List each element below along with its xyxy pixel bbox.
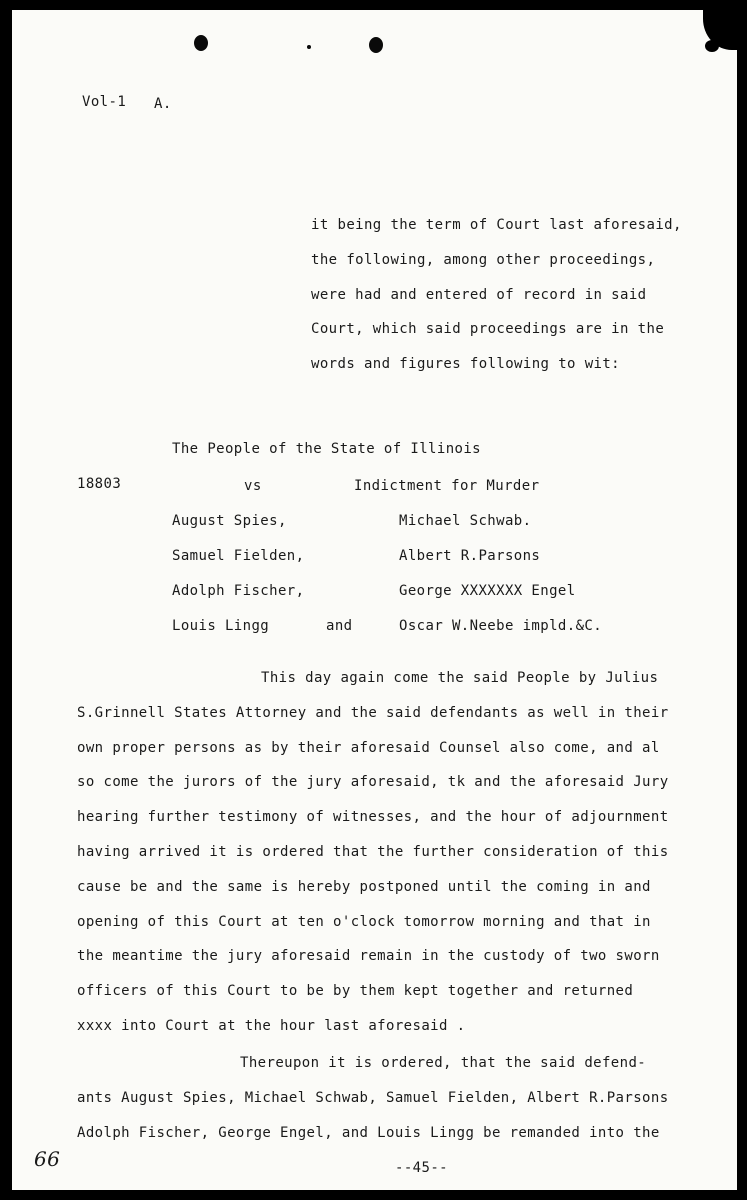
scan-speck: [307, 45, 311, 49]
paragraph-line: hearing further testimony of witnesses, and the hour of adjournment: [77, 809, 669, 826]
case-number: 18803: [77, 476, 122, 492]
and-label: and: [326, 618, 353, 634]
paragraph-line: xxxx into Court at the hour last aforesaid .: [77, 1017, 466, 1034]
defendant-left: August Spies,: [172, 513, 287, 529]
defendant-right: George XXXXXXX Engel: [399, 583, 576, 599]
intro-line: it being the term of Court last aforesaid,: [311, 217, 682, 233]
intro-line: words and figures following to wit:: [311, 356, 621, 373]
defendant-right: Oscar W.Neebe impld.&C.: [399, 618, 603, 634]
paragraph-line: This day again come the said People by Julius: [261, 670, 659, 686]
handwritten-mark: 66: [34, 1147, 61, 1171]
paragraph-line: the meantime the jury aforesaid remain in the custody of two sworn: [77, 948, 660, 965]
paragraph-line: Adolph Fischer, George Engel, and Louis Lingg be remanded into the: [77, 1124, 660, 1141]
paragraph-line: opening of this Court at ten o'clock tomorrow morning and that in: [77, 913, 651, 930]
intro-block: [311, 208, 682, 382]
paragraph-remand: [77, 1046, 669, 1150]
section-label: A.: [154, 96, 172, 112]
paragraph-line: Thereupon it is ordered, that the said defend-: [240, 1055, 647, 1071]
document-page: [12, 10, 737, 1190]
paragraph-line: cause be and the same is hereby postponed until the coming in and: [77, 878, 651, 895]
paragraph-line: so come the jurors of the jury aforesaid, tk and the aforesaid Jury: [77, 774, 669, 791]
paragraph-line: officers of this Court to be by them kept together and returned: [77, 983, 634, 1000]
intro-line: Court, which said proceedings are in the: [311, 321, 665, 338]
volume-label: Vol-1: [82, 94, 127, 110]
paragraph-line: having arrived it is ordered that the further consideration of this: [77, 843, 669, 860]
page-number: --45--: [395, 1160, 448, 1176]
punch-hole-left: [194, 35, 208, 51]
defendant-left: Louis Lingg: [172, 618, 270, 634]
ink-blot: [705, 40, 719, 52]
defendant-right: Albert R.Parsons: [399, 548, 541, 564]
paragraph-line: S.Grinnell States Attorney and the said defendants as well in their: [77, 704, 669, 721]
paragraph-line: ants August Spies, Michael Schwab, Samuel Fielden, Albert R.Parsons: [77, 1089, 669, 1106]
charge-label: Indictment for Murder: [354, 478, 540, 494]
paragraph-proceedings: [77, 661, 669, 1044]
punch-hole-right: [369, 37, 383, 53]
defendant-left: Adolph Fischer,: [172, 583, 305, 599]
defendant-left: Samuel Fielden,: [172, 548, 305, 564]
defendant-right: Michael Schwab.: [399, 513, 532, 529]
intro-line: were had and entered of record in said: [311, 286, 647, 303]
case-title: The People of the State of Illinois: [172, 441, 482, 457]
paragraph-line: own proper persons as by their aforesaid Counsel also come, and al: [77, 739, 660, 756]
versus-label: vs: [244, 478, 262, 494]
intro-line: the following, among other proceedings,: [311, 251, 656, 268]
